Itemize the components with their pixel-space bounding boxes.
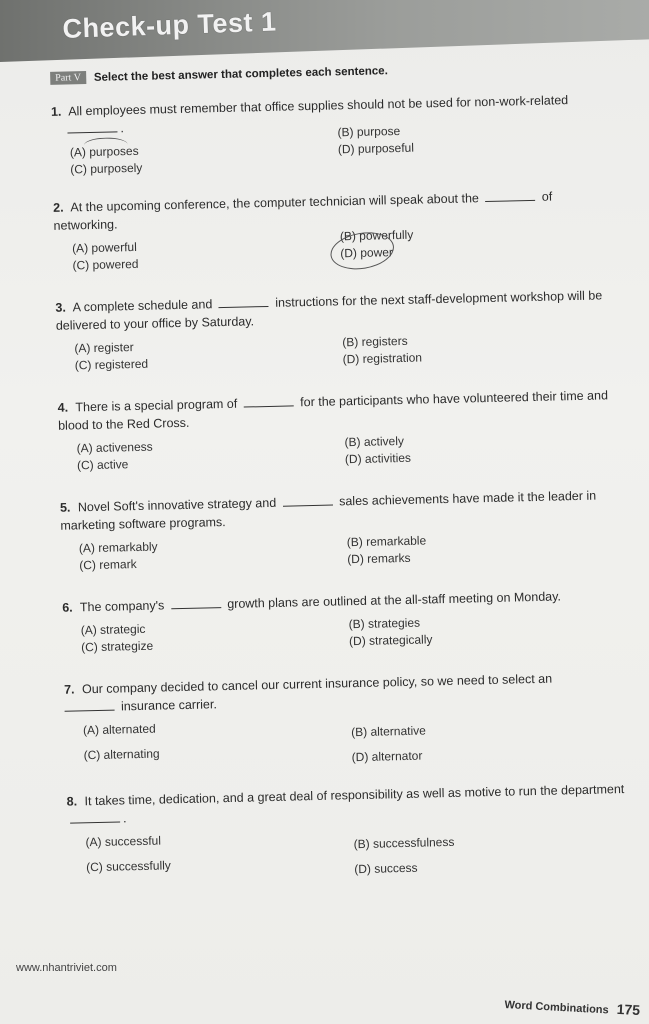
option-c: (C) alternating xyxy=(83,746,160,763)
option-a: (A) powerful xyxy=(71,239,137,256)
question-number: 4. xyxy=(57,400,69,415)
answer-blank xyxy=(282,495,332,507)
option-a: (A) successful xyxy=(85,833,162,850)
page-footer xyxy=(504,995,640,1018)
instruction-text: Select the best answer that completes each sentence. xyxy=(93,64,388,84)
question-number: 2. xyxy=(53,200,64,215)
question-stem-end: instructions for the next staff-development workshop will be delivered to your office by Saturday. xyxy=(55,288,603,333)
option-c: (C) remark xyxy=(79,557,137,573)
question-1 xyxy=(51,89,647,178)
option-d: (D) power xyxy=(340,239,600,268)
option-a: (A) remarkably xyxy=(78,539,158,556)
option-c: (C) purposely xyxy=(70,160,143,177)
answer-options xyxy=(85,821,649,884)
question-2 xyxy=(53,185,649,274)
section-name: Word Combinations xyxy=(504,998,609,1017)
option-b: (B) purpose xyxy=(337,123,401,140)
option-d: (D) success xyxy=(354,860,418,877)
question-stem: It takes time, dedication, and a great deal of responsibility as well as motive to run the department xyxy=(84,782,625,809)
question-stem-end: . xyxy=(120,121,125,136)
option-d: (D) alternator xyxy=(351,748,423,765)
option-d: (D) registration xyxy=(342,350,423,367)
question-stem-end: . xyxy=(122,811,127,826)
question-5 xyxy=(60,485,649,574)
question-stem-end: sales achievements have made it the leader in marketing software programs. xyxy=(60,488,597,533)
question-stem-end: insurance carrier. xyxy=(120,697,217,714)
option-c: (C) powered xyxy=(72,256,139,273)
option-d: (D) strategically xyxy=(348,632,433,649)
question-stem: Novel Soft's innovative strategy and xyxy=(77,495,277,515)
test-content xyxy=(44,54,649,884)
answer-blank xyxy=(171,597,221,609)
question-stem: All employees must remember that office supplies should not be used for non-work-related xyxy=(68,93,569,119)
page-number: 175 xyxy=(616,1000,641,1019)
question-number: 8. xyxy=(66,794,78,809)
answer-options xyxy=(83,709,649,772)
option-a: (A) alternated xyxy=(82,721,156,738)
answer-options xyxy=(69,123,647,178)
question-stem-end: growth plans are outlined at the all-staff meeting on Monday. xyxy=(227,589,562,611)
option-d: (D) activities xyxy=(344,450,412,467)
option-d: (D) remarks xyxy=(347,550,411,567)
publisher-url: www.nhantriviet.com xyxy=(16,962,117,974)
question-number: 5. xyxy=(59,500,71,515)
answer-blank xyxy=(485,190,535,202)
pen-mark xyxy=(84,137,128,153)
option-a: (A) register xyxy=(74,340,134,356)
answer-blank xyxy=(64,700,114,712)
part-header xyxy=(50,58,644,84)
question-8 xyxy=(66,779,649,884)
answer-blank xyxy=(70,811,120,823)
option-c: (C) strategize xyxy=(80,638,154,655)
answer-options xyxy=(74,327,649,374)
option-c: (C) registered xyxy=(74,356,149,373)
option-a: (A) strategic xyxy=(80,621,146,638)
answer-options xyxy=(76,427,649,474)
question-stem: There is a special program of xyxy=(75,396,238,415)
part-badge: Part V xyxy=(50,71,86,85)
question-number: 7. xyxy=(63,682,75,697)
question-stem: At the upcoming conference, the computer technician will speak about the xyxy=(70,191,480,215)
option-b: (B) powerfully xyxy=(339,227,414,244)
option-c: (C) successfully xyxy=(85,858,171,875)
option-b: (B) actively xyxy=(344,433,405,450)
option-a: (A) activeness xyxy=(76,439,153,456)
option-b: (B) strategies xyxy=(348,615,421,632)
question-stem: A complete schedule and xyxy=(72,297,213,315)
option-b: (B) registers xyxy=(342,333,408,350)
option-a: (A) purposes xyxy=(70,138,338,161)
question-number: 6. xyxy=(62,600,73,615)
answer-options xyxy=(72,227,649,274)
question-stem-end: of networking. xyxy=(53,189,553,233)
question-number: 3. xyxy=(55,300,67,315)
question-6 xyxy=(62,585,649,656)
answer-options xyxy=(81,609,649,656)
answer-options xyxy=(79,527,649,574)
option-b: (B) alternative xyxy=(350,723,426,740)
question-number: 1. xyxy=(50,104,62,119)
page-title: Check-up Test 1 xyxy=(62,6,277,44)
option-b: (B) remarkable xyxy=(346,533,427,550)
option-b: (B) successfulness xyxy=(353,834,455,852)
question-4 xyxy=(58,385,649,474)
option-d: (D) purposeful xyxy=(337,140,415,157)
question-stem: Our company decided to cancel our current insurance policy, so we need to select an xyxy=(81,671,553,697)
answer-blank xyxy=(219,296,269,308)
option-c: (C) active xyxy=(76,457,129,473)
question-3 xyxy=(55,285,649,374)
answer-blank xyxy=(67,121,117,133)
question-7 xyxy=(64,667,649,772)
answer-blank xyxy=(244,395,294,407)
question-stem: The company's xyxy=(79,598,165,615)
question-stem-end: for the participants who have volunteered their time and blood to the Red Cross. xyxy=(57,388,609,433)
